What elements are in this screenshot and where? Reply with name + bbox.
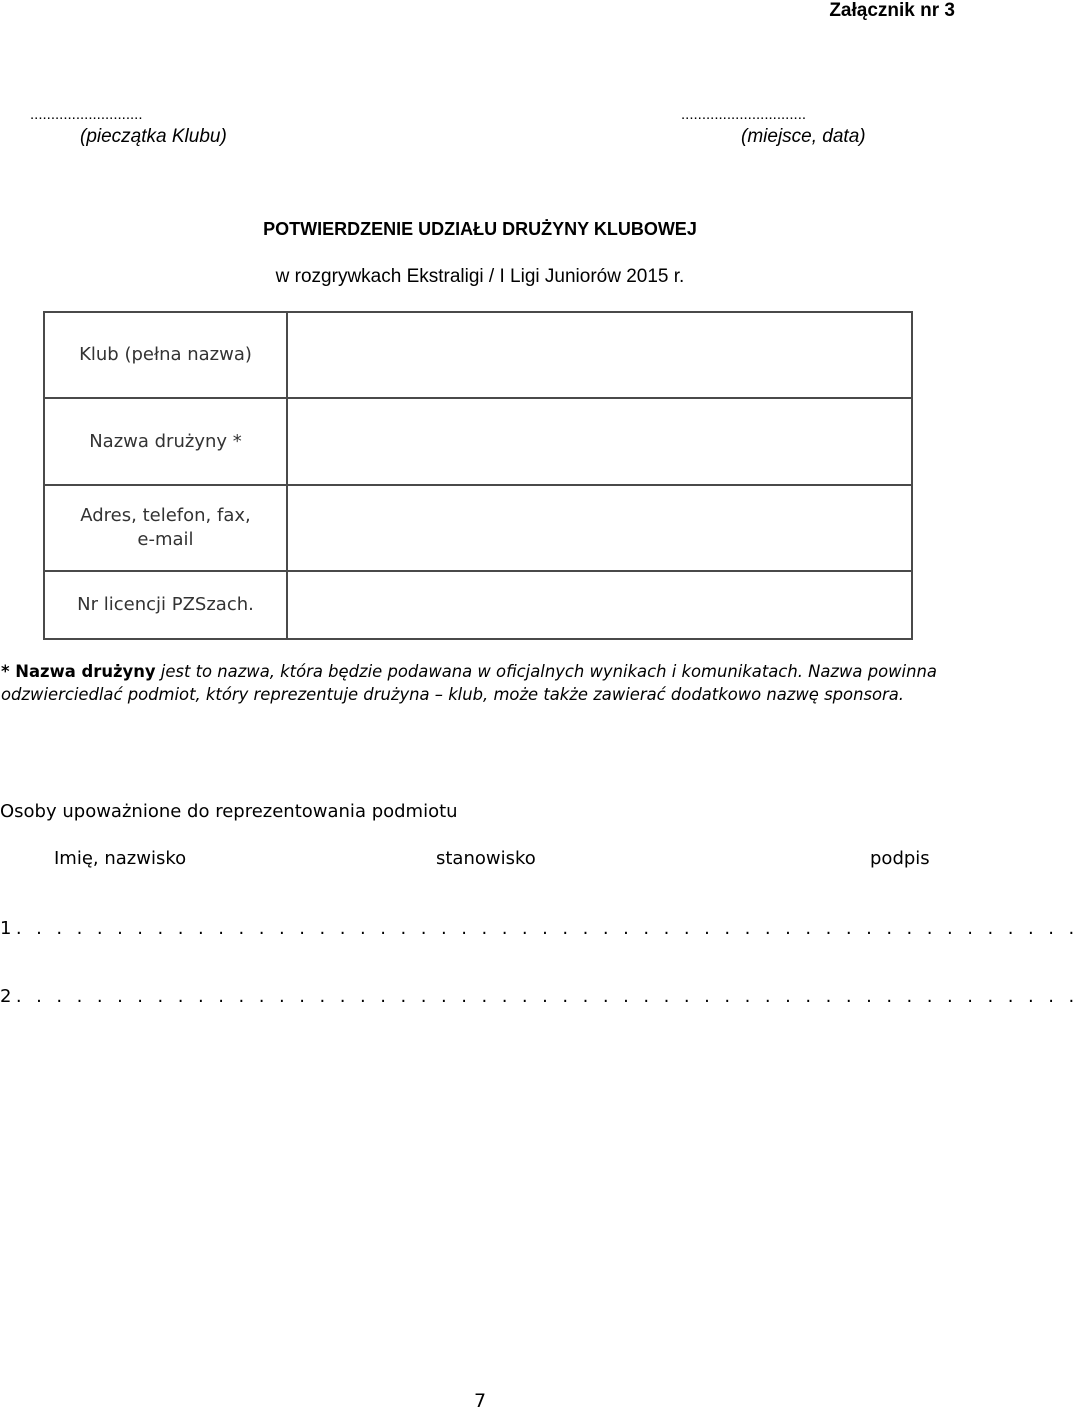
document-title: POTWIERDZENIE UDZIAŁU DRUŻYNY KLUBOWEJ xyxy=(263,219,697,239)
form-field-license[interactable] xyxy=(287,571,912,639)
document-subtitle: w rozgrywkach Ekstraligi / I Ligi Juniorów 2015 r. xyxy=(275,266,685,287)
page-number: 7 xyxy=(473,1390,487,1412)
form-field-team[interactable] xyxy=(287,398,912,485)
representative-line-2[interactable]: 2. . . . . . . . . . . . . . . . . . . . . . . . . . . . . . . . . . . . . . . . . . . . . . . . . . . . . xyxy=(0,986,1079,1007)
form-label-license: Nr licencji PZSzach. xyxy=(44,571,287,639)
form-label-team: Nazwa drużyny * xyxy=(44,398,287,485)
form-row-contact xyxy=(44,485,912,571)
annex-label: Załącznik nr 3 xyxy=(829,0,955,21)
place-date-dotted-line: .............................. xyxy=(681,106,807,123)
representative-line-1[interactable]: 1. . . . . . . . . . . . . . . . . . . . . . . . . . . . . . . . . . . . . . . . . . . . . . . . . . . . . xyxy=(0,918,1079,939)
representatives-heading: Osoby upoważnione do reprezentowania podmiotu xyxy=(0,801,458,822)
form-field-contact[interactable] xyxy=(287,485,912,571)
form-field-club[interactable] xyxy=(287,312,912,398)
footnote-lead: * Nazwa drużyny xyxy=(1,662,156,681)
club-info-form xyxy=(43,311,913,640)
column-header-position: stanowisko xyxy=(436,848,536,869)
footnote-text: jest to nazwa, która będzie podawana w oficjalnych wynikach i komunikatach. Nazwa powinna odzwierciedlać podmiot, który reprezentuje drużyna – klub, może także zawierać dodatkowo nazwę sponsora. xyxy=(1,662,937,704)
column-header-signature: podpis xyxy=(870,848,930,869)
form-row-team xyxy=(44,398,912,485)
form-label-contact xyxy=(44,485,287,571)
column-header-name: Imię, nazwisko xyxy=(54,848,187,869)
place-date-caption: (miejsce, data) xyxy=(741,126,866,147)
form-row-club xyxy=(44,312,912,398)
stamp-dotted-line: ........................... xyxy=(30,106,143,123)
form-row-license xyxy=(44,571,912,639)
stamp-caption: (pieczątka Klubu) xyxy=(80,126,227,147)
form-label-club: Klub (pełna nazwa) xyxy=(44,312,287,398)
form-label-contact-line2: e-mail xyxy=(137,529,194,550)
form-label-contact-line1: Adres, telefon, fax, xyxy=(80,505,251,526)
team-name-footnote xyxy=(1,661,959,706)
